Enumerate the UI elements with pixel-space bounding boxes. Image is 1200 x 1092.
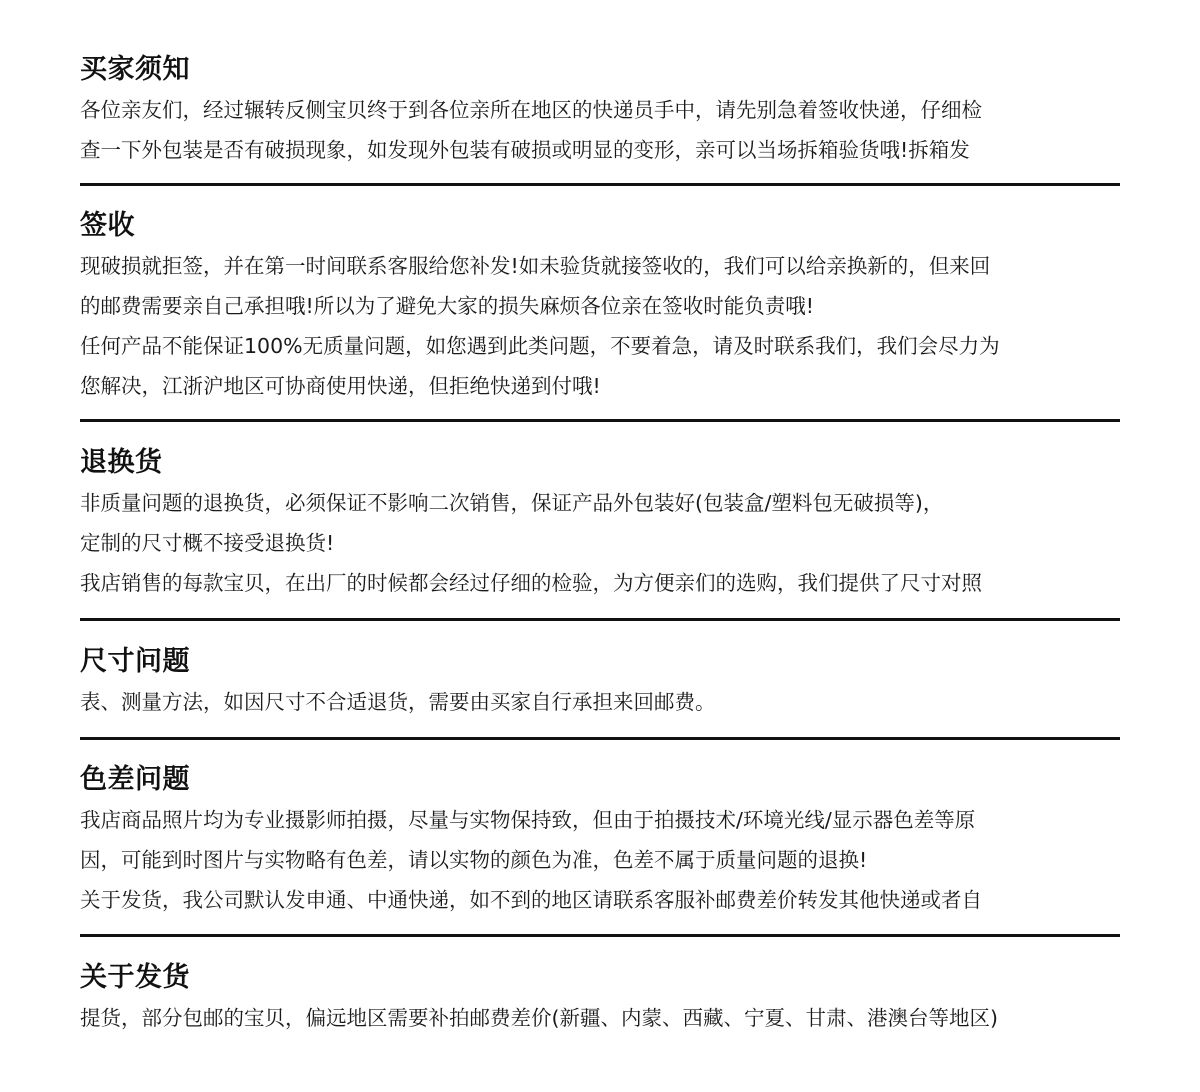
paragraph-line: 任何产品不能保证100%无质量问题，如您遇到此类问题，不要着急，请及时联系我们，我们会尽力为 (80, 334, 1000, 358)
section-heading: 签收 (80, 210, 135, 241)
section-divider (80, 419, 1120, 422)
section-color-difference (80, 760, 1120, 920)
paragraph-line: 非质量问题的退换货，必须保证不影响二次销售，保证产品外包装好(包装盒/塑料包无破损等)， (80, 491, 944, 515)
paragraph-line: 因，可能到时图片与实物略有色差，请以实物的颜色为准，色差不属于质量问题的退换! (80, 848, 868, 872)
paragraph-line: 您解决，江浙沪地区可协商使用快递，但拒绝快递到付哦! (80, 374, 601, 398)
section-divider (80, 934, 1120, 937)
section-shipping (80, 958, 1120, 1038)
paragraph-line: 的邮费需要亲自己承担哦!所以为了避免大家的损失麻烦各位亲在签收时能负责哦! (80, 294, 814, 318)
paragraph-line: 我店销售的每款宝贝，在出厂的时候都会经过仔细的检验，为方便亲们的选购，我们提供了尺寸对照 (80, 571, 982, 595)
section-heading: 买家须知 (80, 54, 190, 85)
paragraph-line: 提货，部分包邮的宝贝，偏远地区需要补拍邮费差价(新疆、内蒙、西藏、宁夏、甘肃、港澳台等地区) (80, 1006, 998, 1030)
section-heading: 关于发货 (80, 962, 190, 993)
paragraph-line: 我店商品照片均为专业摄影师拍摄，尽量与实物保持致，但由于拍摄技术/环境光线/显示器色差等原 (80, 808, 976, 832)
section-divider (80, 618, 1120, 621)
paragraph-line: 表、测量方法，如因尺寸不合适退货，需要由买家自行承担来回邮费。 (80, 690, 716, 714)
paragraph-line: 各位亲友们，经过辗转反侧宝贝终于到各位亲所在地区的快递员手中，请先别急着签收快递，仔细检 (80, 98, 982, 122)
section-divider (80, 737, 1120, 740)
section-size-issues (80, 642, 1120, 722)
section-buyer-notice (80, 50, 1120, 170)
paragraph-line: 关于发货，我公司默认发申通、中通快递，如不到的地区请联系客服补邮费差价转发其他快递或者自 (80, 888, 982, 912)
paragraph-line: 现破损就拒签，并在第一时间联系客服给您补发!如未验货就接签收的，我们可以给亲换新的，但来回 (80, 254, 991, 278)
section-divider (80, 183, 1120, 186)
section-heading: 色差问题 (80, 764, 190, 795)
section-returns (80, 443, 1120, 603)
section-sign-receipt (80, 206, 1120, 406)
paragraph-line: 查一下外包装是否有破损现象，如发现外包装有破损或明显的变形，亲可以当场拆箱验货哦!拆箱发 (80, 138, 970, 162)
section-heading: 退换货 (80, 447, 163, 478)
section-heading: 尺寸问题 (80, 646, 190, 677)
paragraph-line: 定制的尺寸概不接受退换货! (80, 531, 335, 555)
